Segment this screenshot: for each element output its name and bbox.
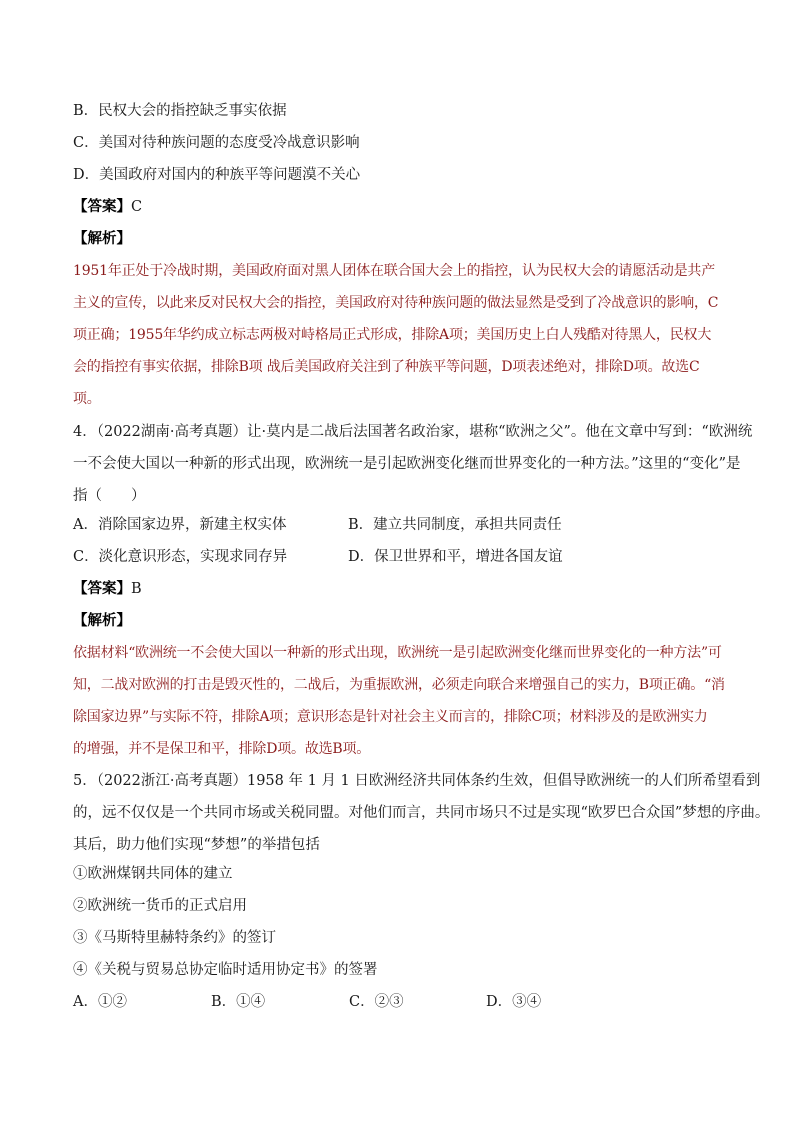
q5-item: ④《关税与贸易总协定临时适用协定书》的签署 (73, 962, 378, 978)
q5-stem-line: 的，远不仅仅是一个共同市场或关税同盟。对他们而言，共同市场只不过是实现“欧罗巴合众国”梦想的序曲。 (73, 805, 770, 821)
q4-option-b: B．建立共同制度，承担共同责任 (348, 517, 562, 533)
q4-option-a: A．消除国家边界，新建主权实体 (73, 517, 287, 533)
q4-analysis-line: 除国家边界”与实际不符，排除A项；意识形态是针对社会主义而言的，排除C项；材料涉及的是欧洲实力 (73, 709, 708, 725)
q5-item: ②欧洲统一货币的正式启用 (73, 898, 247, 914)
q4-analysis-line: 的增强，并不是保卫和平，排除D项。故选B项。 (73, 741, 371, 757)
q4-answer (73, 579, 733, 599)
q4-options-row-2 (73, 547, 733, 567)
q4-stem-line: 指（ ） (73, 488, 146, 504)
q5-option-c: C．②③ (349, 994, 404, 1010)
q3-option-b: B．民权大会的指控缺乏事实依据 (73, 103, 287, 119)
q3-answer-value: C (131, 199, 143, 215)
q3-answer-label: 【答案】 (73, 198, 131, 215)
q3-option-d: D．美国政府对国内的种族平等问题漠不关心 (73, 167, 361, 183)
q3-analysis-line: 项正确；1955年华约成立标志两极对峙格局正式形成，排除A项；美国历史上白人残酷对待黑人，民权大 (73, 327, 712, 343)
q4-analysis-line: 依据材料“欧洲统一不会使大国以一种新的形式出现，欧洲统一是引起欧洲变化继而世界变化的一种方法”可 (73, 645, 722, 661)
q3-analysis-line: 主义的宣传，以此来反对民权大会的指控，美国政府对待种族问题的做法显然是受到了冷战意识的影响，C (73, 295, 719, 311)
q5-item: ③《马斯特里赫特条约》的签订 (73, 930, 276, 946)
q4-option-d: D．保卫世界和平，增进各国友谊 (348, 549, 563, 565)
q5-option-b: B．①④ (211, 994, 266, 1010)
q5-item: ①欧洲煤钢共同体的建立 (73, 866, 233, 882)
q5-option-a: A．①② (73, 994, 127, 1010)
q5-option-d: D．③④ (486, 994, 542, 1010)
q4-analysis-line: 知，二战对欧洲的打击是毁灭性的，二战后，为重振欧洲，必须走向联合来增强自己的实力，B项正确。“消 (73, 677, 725, 693)
q4-option-c: C．淡化意识形态，实现求同存异 (73, 549, 288, 565)
q3-analysis-line: 1951年正处于冷战时期，美国政府面对黑人团体在联合国大会上的指控，认为民权大会的请愿活动是共产 (73, 263, 716, 279)
q5-stem-line: 5．（2022浙江·高考真题）1958 年 1 月 1 日欧洲经济共同体条约生效，但倡导欧洲统一的人们所希望看到 (73, 773, 761, 789)
q4-answer-label: 【答案】 (73, 580, 131, 597)
q5-stem-line: 其后，助力他们实现“梦想”的举措包括 (73, 837, 320, 853)
q4-options-row-1 (73, 515, 733, 535)
q3-option-c: C．美国对待种族问题的态度受冷战意识影响 (73, 135, 360, 151)
q4-analysis-label: 【解析】 (73, 612, 131, 629)
q3-analysis-label: 【解析】 (73, 230, 131, 247)
q3-analysis-line: 项。 (73, 391, 101, 407)
q3-answer (73, 197, 733, 217)
q4-answer-value: B (131, 581, 142, 597)
q4-stem-line: 一不会使大国以一种新的形式出现，欧洲统一是引起欧洲变化继而世界变化的一种方法。”这里的“变化”是 (73, 456, 741, 472)
q3-analysis-line: 会的指控有事实依据，排除B项 战后美国政府关注到了种族平等问题，D项表述绝对，排除D项。故选C (73, 359, 700, 375)
q4-stem-line: 4．（2022湖南·高考真题）让·莫内是二战后法国著名政治家，堪称“欧洲之父”。他在文章中写到：“欧洲统 (73, 424, 753, 440)
